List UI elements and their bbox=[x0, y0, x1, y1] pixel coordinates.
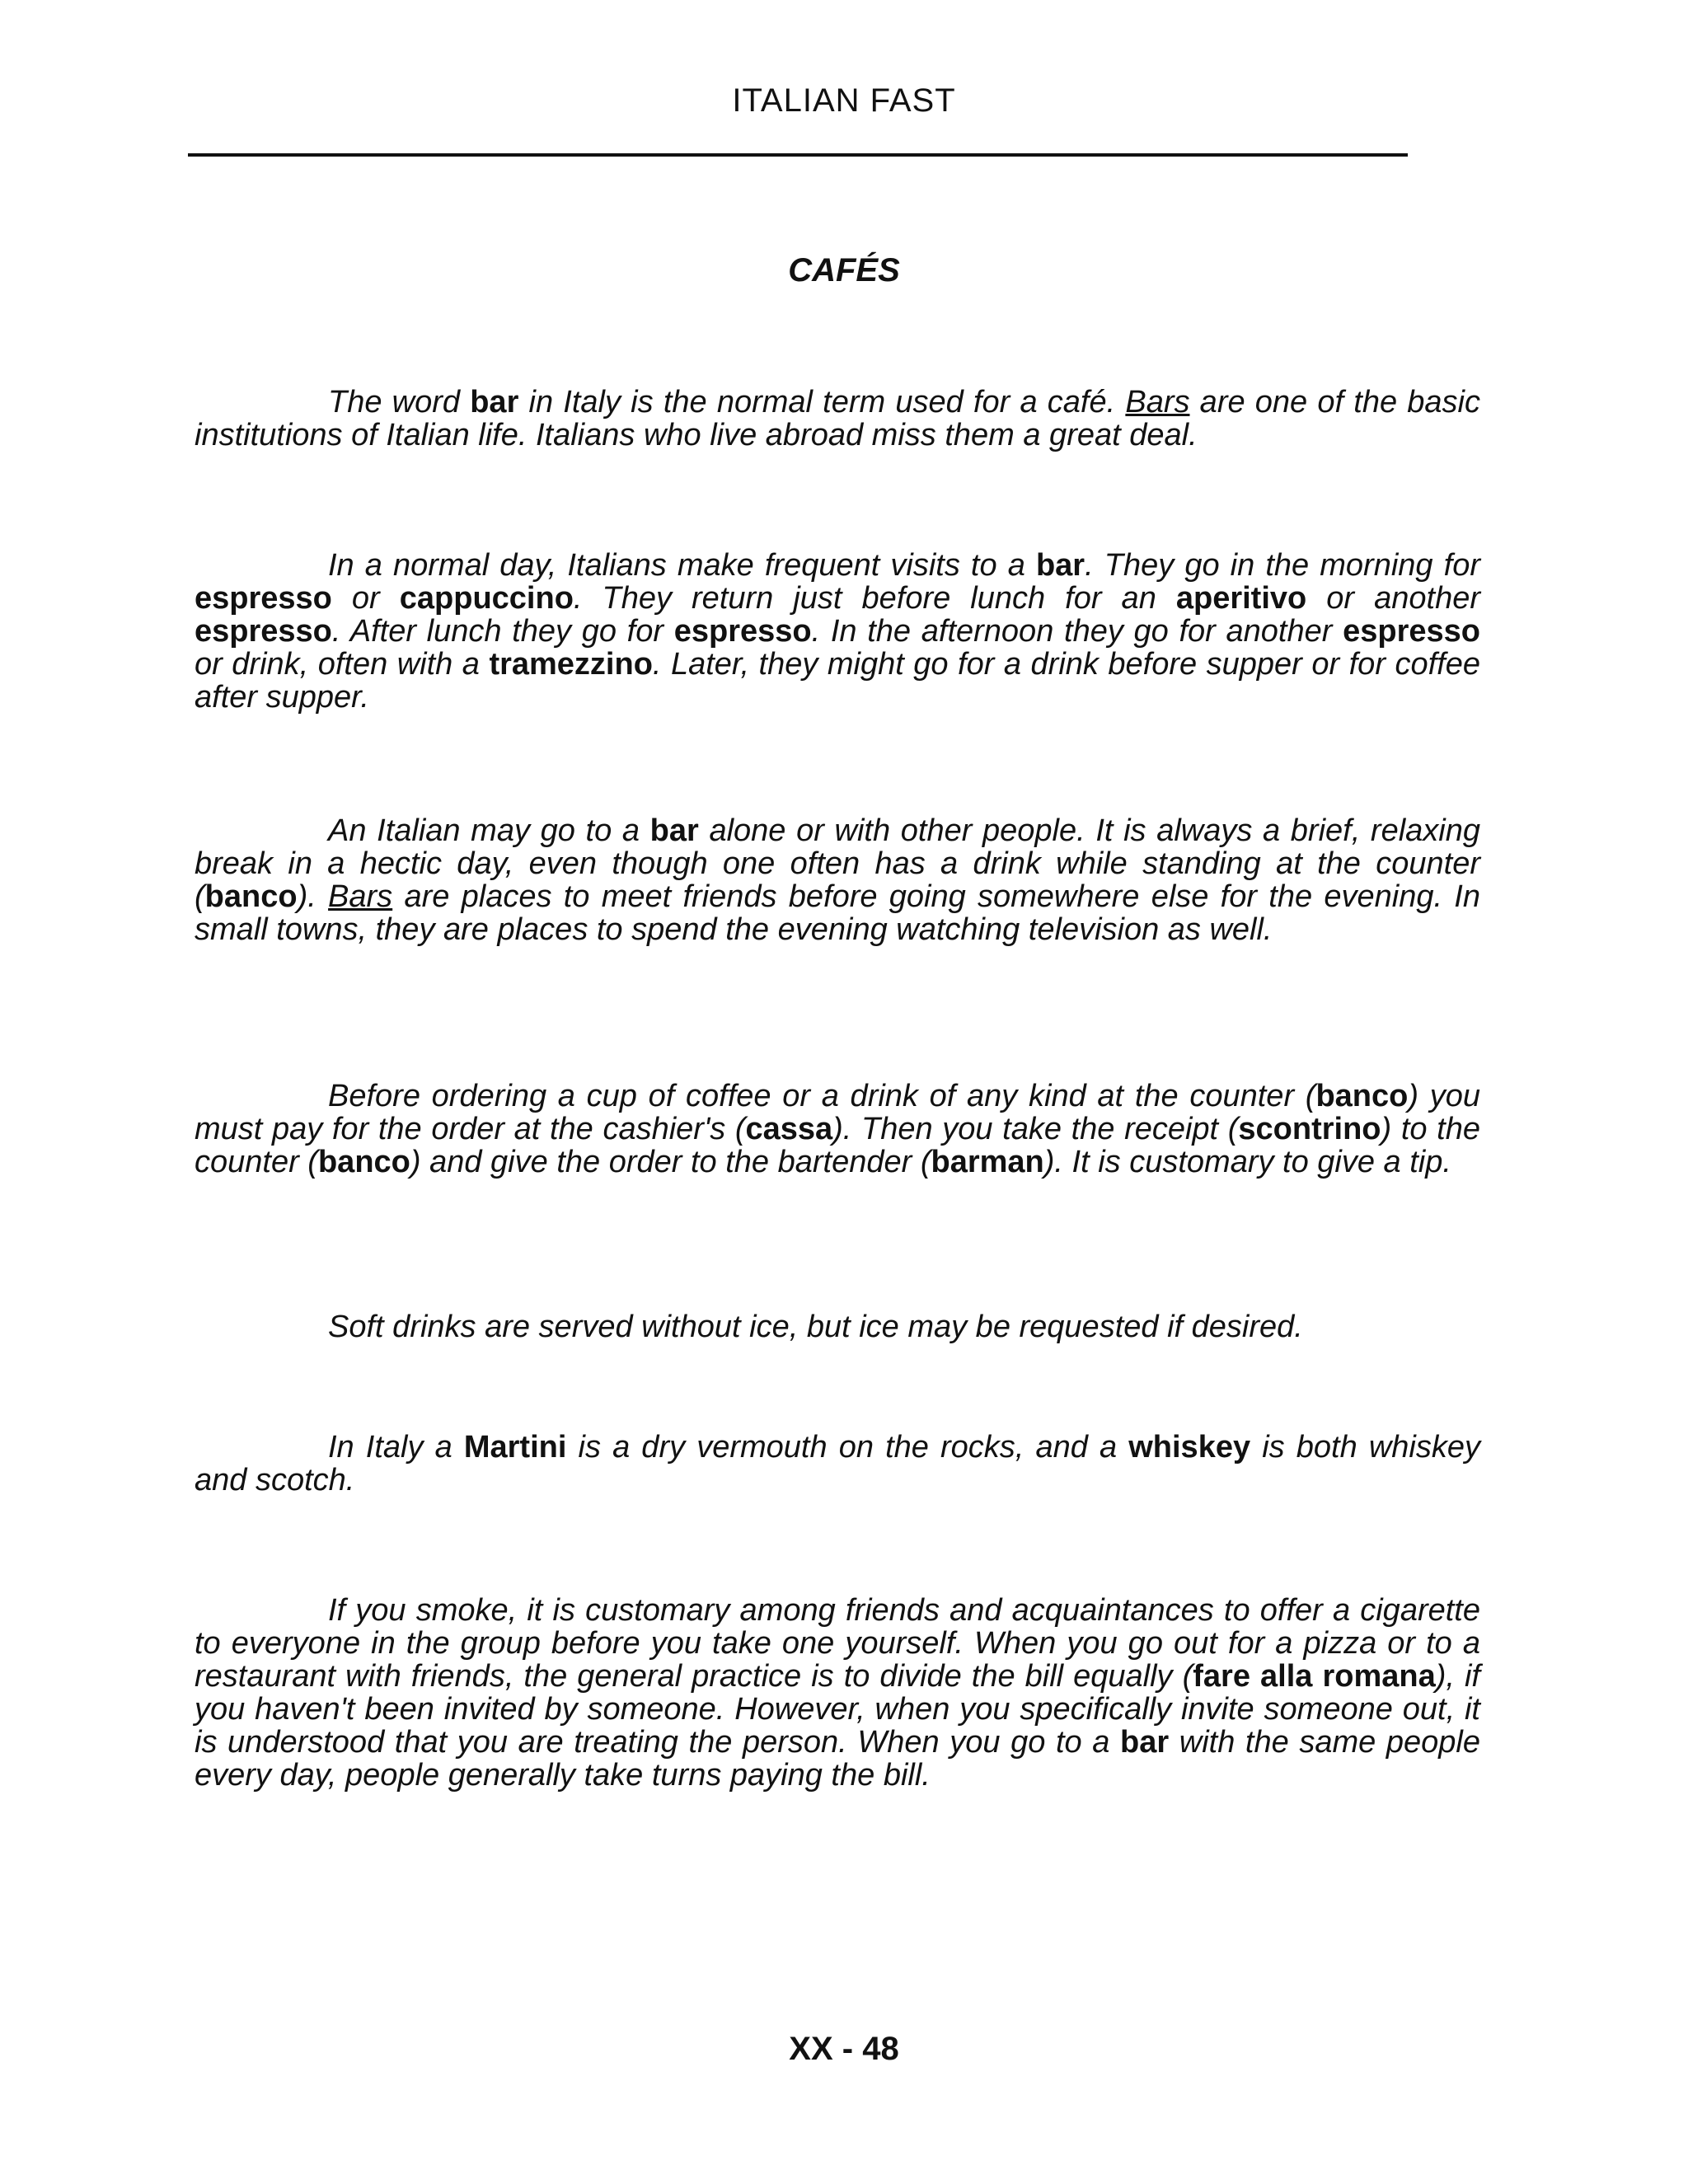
bold-term: cappuccino bbox=[399, 581, 574, 616]
text-run: ) you must pay for the order at the cashier's ( bbox=[195, 1079, 1480, 1146]
text-run: ), if you haven't been invited by someone. However, when you specifically invite someone out, it is understood that you are treating the person. When you go to a bbox=[195, 1659, 1480, 1760]
running-header: ITALIAN FAST bbox=[732, 82, 956, 119]
text-run: are places to meet friends before going somewhere else for the evening. In small towns, they are places to spend the evening watching television as well. bbox=[195, 879, 1480, 947]
text-run: Soft drinks are served without ice, but ice may be requested if desired. bbox=[328, 1310, 1303, 1344]
bold-term: whiskey bbox=[1128, 1430, 1251, 1465]
paragraph-bar-definition bbox=[195, 386, 1480, 452]
paragraph-social-break bbox=[195, 814, 1480, 946]
text-run: . Later, they might go for a drink before supper or for coffee after supper. bbox=[195, 647, 1480, 715]
underlined-term: Bars bbox=[1125, 385, 1190, 419]
paragraph-daily-visits bbox=[195, 549, 1480, 714]
text-run: is a dry vermouth on the rocks, and a bbox=[566, 1430, 1129, 1465]
bold-term: scontrino bbox=[1238, 1112, 1381, 1146]
text-run: . They return just before lunch for an bbox=[573, 581, 1176, 616]
text-run: Before ordering a cup of coffee or a drink of any kind at the counter ( bbox=[328, 1079, 1316, 1113]
section-title: CAFÉS bbox=[788, 252, 900, 288]
paragraph-ordering bbox=[195, 1080, 1480, 1179]
text-run: or another bbox=[1306, 581, 1480, 616]
text-run: or bbox=[331, 581, 400, 616]
page-number: XX - 48 bbox=[789, 2031, 899, 2067]
text-run: If you smoke, it is customary among friends and acquaintances to offer a cigarette to everyone in the group before you take one yourself. When you go out for a pizza or to a restaurant with friends, the general practice is to divide the bill equally ( bbox=[195, 1593, 1480, 1694]
text-run: ). bbox=[297, 879, 329, 914]
paragraph-martini-whiskey bbox=[195, 1431, 1480, 1497]
text-run: In a normal day, Italians make frequent visits to a bbox=[328, 548, 1036, 583]
paragraph-customs bbox=[195, 1594, 1480, 1792]
underlined-term: Bars bbox=[328, 879, 393, 914]
bold-term: aperitivo bbox=[1175, 581, 1307, 616]
bold-term: fare alla romana bbox=[1193, 1659, 1436, 1694]
bold-term: bar bbox=[1035, 548, 1085, 583]
bold-term: espresso bbox=[195, 614, 332, 649]
text-run: In Italy a bbox=[328, 1430, 464, 1465]
bold-term: banco bbox=[204, 879, 298, 914]
bold-term: tramezzino bbox=[489, 647, 653, 682]
bold-term: espresso bbox=[673, 614, 812, 649]
text-run: . In the afternoon they go for another bbox=[811, 614, 1343, 649]
bold-term: espresso bbox=[1343, 614, 1480, 649]
text-run: . They go in the morning for bbox=[1085, 548, 1480, 583]
bold-term: bar bbox=[470, 385, 519, 419]
bold-term: bar bbox=[649, 813, 699, 848]
bold-term: Martini bbox=[463, 1430, 567, 1465]
text-run: The word bbox=[328, 385, 471, 419]
text-run: alone or with other people. It is always a brief, relaxing break in a hectic day, even though one often has a drink while standing at the counter ( bbox=[195, 813, 1480, 914]
bold-term: espresso bbox=[195, 581, 332, 616]
text-run: ). It is customary to give a tip. bbox=[1043, 1145, 1451, 1179]
bold-term: banco bbox=[317, 1145, 410, 1179]
text-run: ) and give the order to the bartender ( bbox=[410, 1145, 931, 1179]
text-run: is both whiskey and scotch. bbox=[195, 1430, 1480, 1497]
bold-term: bar bbox=[1120, 1725, 1170, 1760]
text-run: are one of the basic institutions of Italian life. Italians who live abroad miss them a great deal. bbox=[195, 385, 1480, 452]
text-run: with the same people every day, people generally take turns paying the bill. bbox=[195, 1725, 1481, 1793]
text-run: ) to the counter ( bbox=[195, 1112, 1480, 1179]
bold-term: cassa bbox=[745, 1112, 833, 1146]
bold-term: banco bbox=[1315, 1079, 1409, 1113]
header-rule bbox=[188, 153, 1408, 157]
text-run: An Italian may go to a bbox=[328, 813, 650, 848]
text-run: ). Then you take the receipt ( bbox=[832, 1112, 1239, 1146]
text-run: in Italy is the normal term used for a café. bbox=[518, 385, 1126, 419]
paragraph-soft-drinks bbox=[195, 1310, 1480, 1343]
text-run: . After lunch they go for bbox=[331, 614, 674, 649]
text-run: or drink, often with a bbox=[195, 647, 490, 682]
bold-term: barman bbox=[931, 1145, 1044, 1179]
